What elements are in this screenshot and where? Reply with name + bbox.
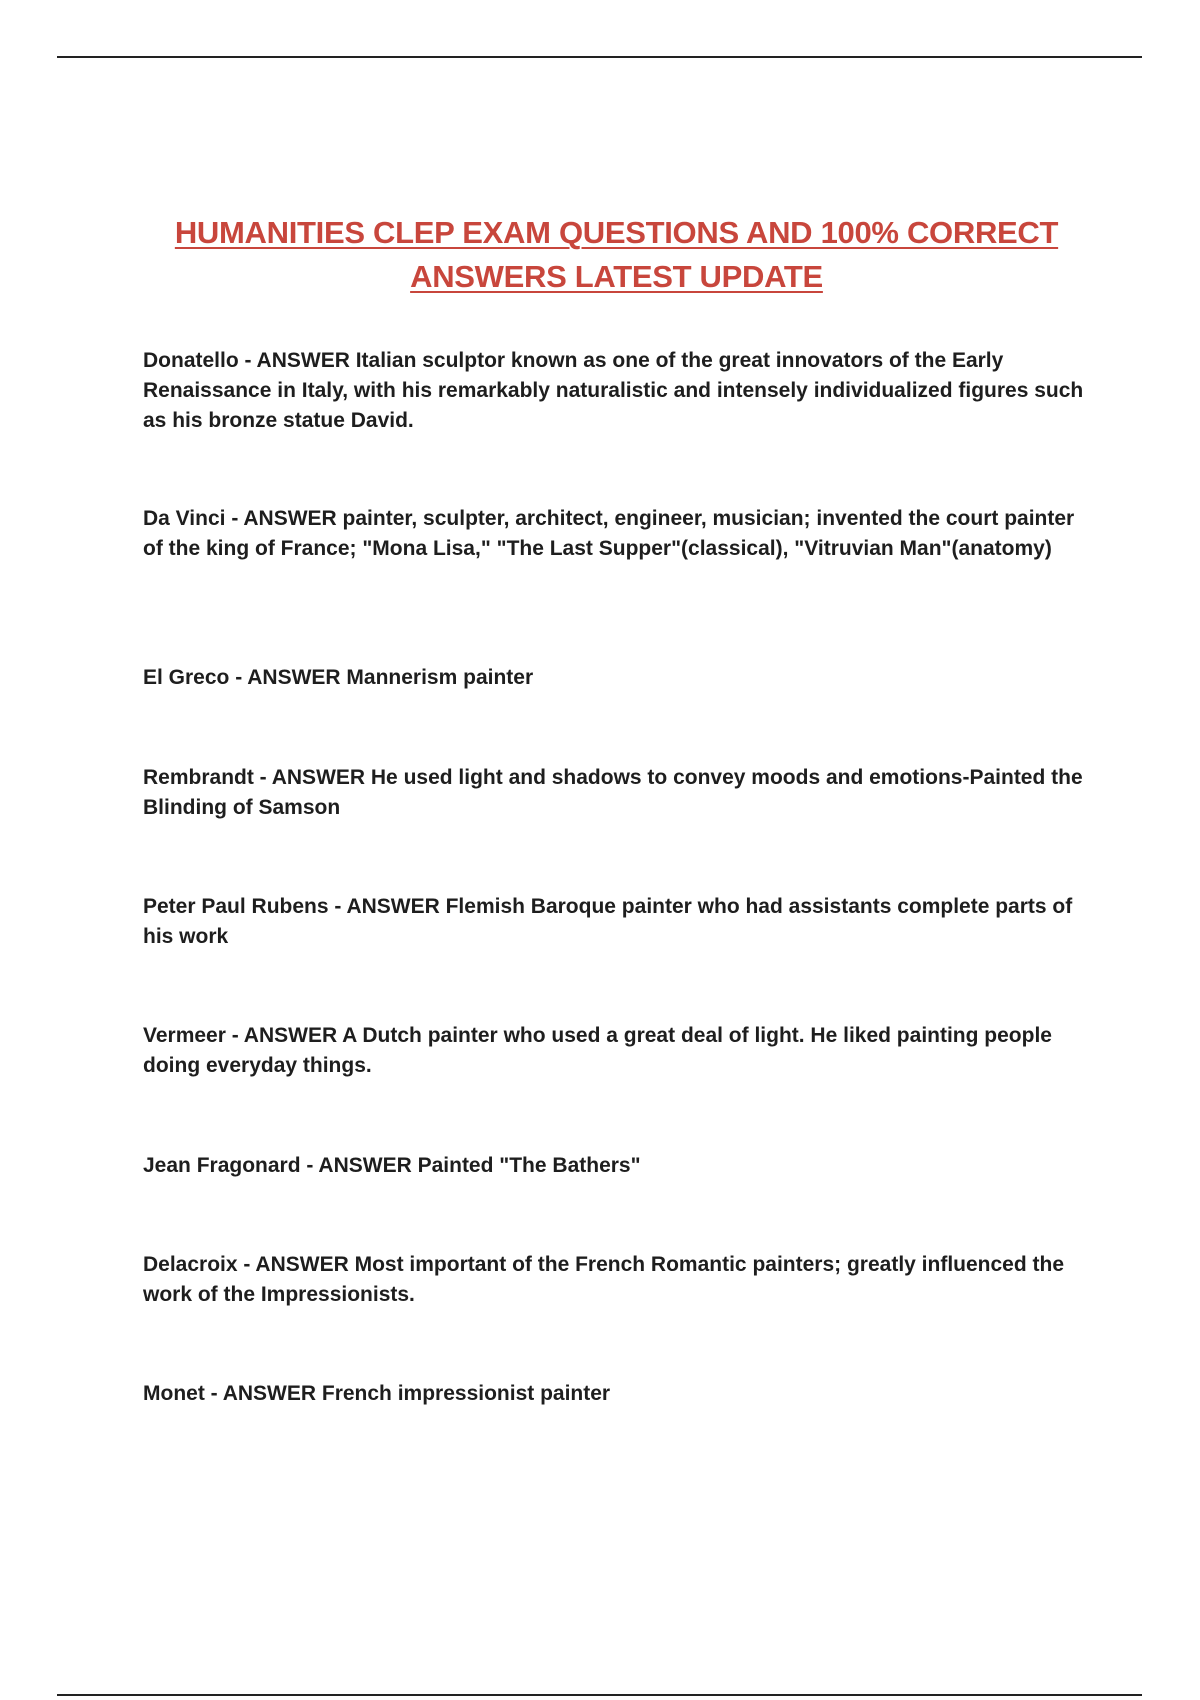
qa-entry-rembrandt: Rembrandt - ANSWER He used light and shadows to convey moods and emotions-Painted the Blinding of Samson [143,766,1083,819]
qa-entry-vermeer: Vermeer - ANSWER A Dutch painter who used a great deal of light. He liked painting people doing everyday things. [143,1024,1052,1077]
footer-rule [57,1694,1142,1696]
title-line-2: ANSWERS LATEST UPDATE [410,258,823,294]
qa-entry-monet: Monet - ANSWER French impressionist painter [143,1382,611,1405]
header-rule [57,56,1142,58]
qa-entry-fragonard: Jean Fragonard - ANSWER Painted "The Bathers" [143,1154,641,1177]
qa-entry-donatello: Donatello - ANSWER Italian sculptor known as one of the great innovators of the Early Renaissance in Italy, with his remarkably naturalistic and intensely individualized figures such as his bronze statue David. [143,349,1084,432]
qa-entry-rubens: Peter Paul Rubens - ANSWER Flemish Baroque painter who had assistants complete parts of his work [143,895,1073,948]
title-line-1: HUMANITIES CLEP EXAM QUESTIONS AND 100% CORRECT [174,214,1059,250]
qa-entry-el-greco: El Greco - ANSWER Mannerism painter [143,666,534,689]
qa-entry-da-vinci: Da Vinci - ANSWER painter, sculpter, architect, engineer, musician; invented the court painter of the king of France; "Mona Lisa," "The Last Supper"(classical), "Vitruvian Man"(anatomy) [143,507,1075,560]
qa-entry-delacroix: Delacroix - ANSWER Most important of the French Romantic painters; greatly influenced the work of the Impressionists. [143,1253,1065,1306]
document-title [0,211,1200,299]
